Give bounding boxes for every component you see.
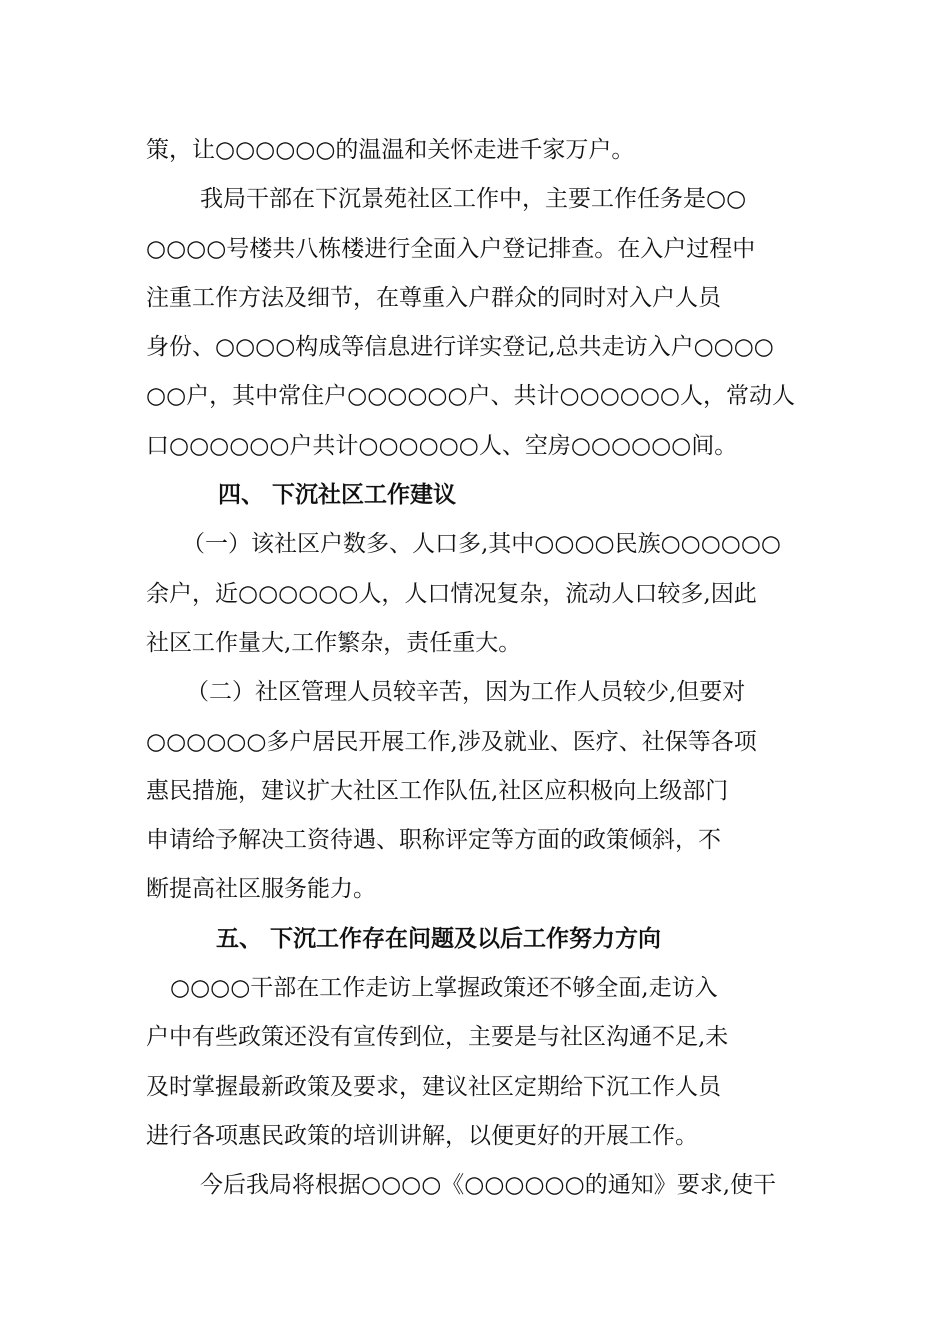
paragraph-line: 今后我局将根据○○○○《○○○○○○的通知》要求,使干 xyxy=(200,1172,776,1199)
paragraph-line: 口○○○○○○户共计○○○○○○人、空房○○○○○○间。 xyxy=(146,432,738,459)
paragraph-line: 申请给予解决工资待遇、职称评定等方面的政策倾斜，不 xyxy=(146,827,721,854)
paragraph-line: ○○户，其中常住户○○○○○○户、共计○○○○○○人，常动人 xyxy=(146,383,795,410)
paragraph-line: （二）社区管理人员较辛苦，因为工作人员较少,但要对 xyxy=(186,679,746,706)
paragraph-line: 身份、○○○○构成等信息进行详实登记,总共走访入户○○○○ xyxy=(146,334,774,361)
paragraph-line: 户中有些政策还没有宣传到位，主要是与社区沟通不足,未 xyxy=(146,1024,729,1051)
paragraph-line: 社区工作量大,工作繁杂，责任重大。 xyxy=(146,629,522,656)
paragraph-line: 余户，近○○○○○○人，人口情况复杂，流动人口较多,因此 xyxy=(146,580,757,607)
paragraph-line: 及时掌握最新政策及要求，建议社区定期给下沉工作人员 xyxy=(146,1073,721,1100)
document-body xyxy=(146,126,806,1211)
paragraph-line: 惠民措施，建议扩大社区工作队伍,社区应积极向上级部门 xyxy=(146,777,729,804)
section-heading-5: 五、 下沉工作存在问题及以后工作努力方向 xyxy=(216,925,662,952)
paragraph-line: 注重工作方法及细节，在尊重入户群众的同时对入户人员 xyxy=(146,284,721,311)
paragraph-line: 断提高社区服务能力。 xyxy=(146,876,376,903)
paragraph-line: 策，让○○○○○○的温温和关怀走进千家万户。 xyxy=(146,137,635,163)
paragraph-line: ○○○○○○多户居民开展工作,涉及就业、医疗、社保等各项 xyxy=(146,728,757,755)
section-heading-4: 四、 下沉社区工作建议 xyxy=(218,482,457,509)
paragraph-line: ○○○○号楼共八栋楼进行全面入户登记排查。在入户过程中 xyxy=(146,235,756,262)
paragraph-line: ○○○○干部在工作走访上掌握政策还不够全面,走访入 xyxy=(170,975,718,1002)
paragraph-line: （一）该社区户数多、人口多,其中○○○○民族○○○○○○ xyxy=(182,531,781,558)
paragraph-line: 进行各项惠民政策的培训讲解，以便更好的开展工作。 xyxy=(146,1122,698,1149)
paragraph-line: 我局干部在下沉景苑社区工作中，主要工作任务是○○ xyxy=(200,186,747,213)
